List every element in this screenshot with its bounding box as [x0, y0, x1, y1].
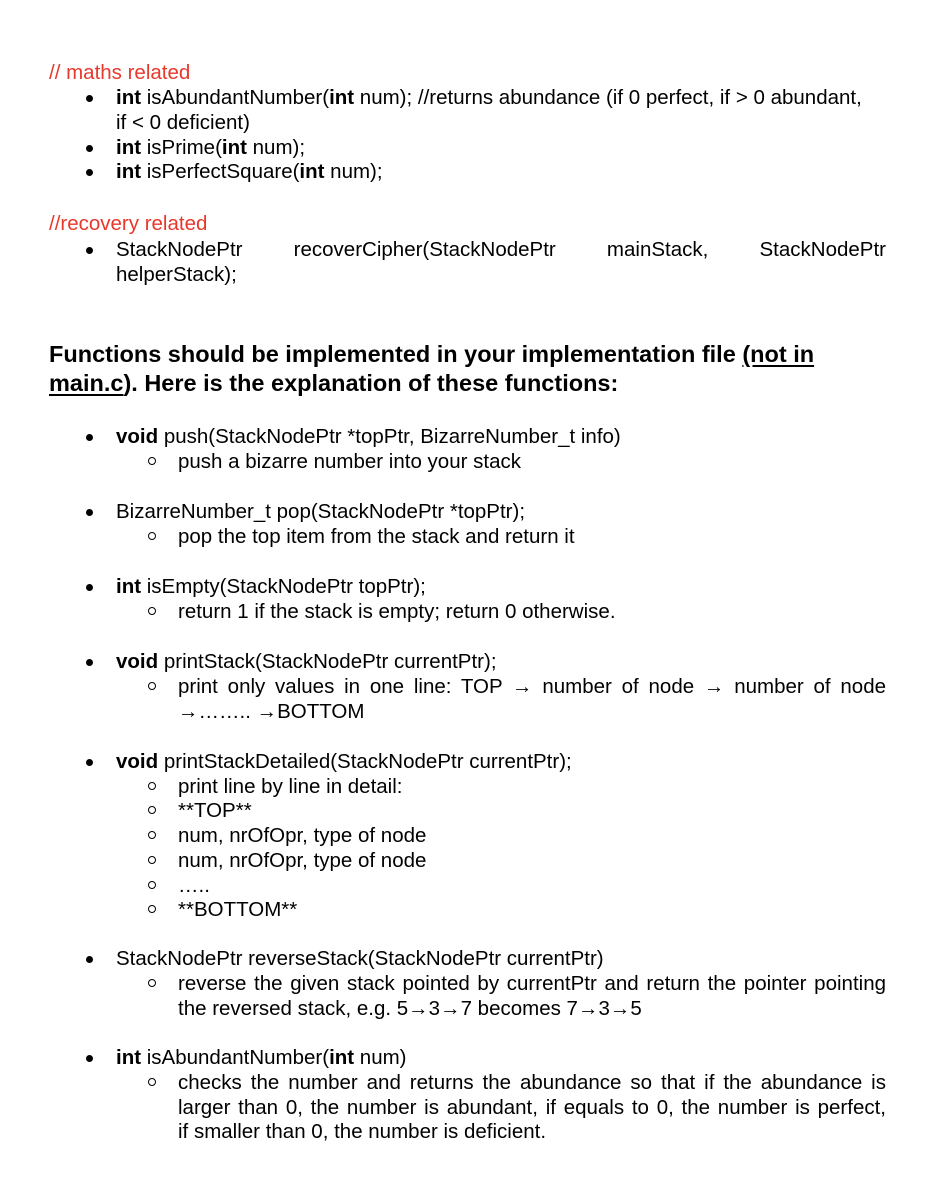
maths-comment: // maths related [49, 61, 191, 84]
printstackdetailed-sub: print line by line in detail: [178, 775, 886, 800]
printstackdetailed-sub: num, nrOfOpr, type of node [178, 849, 886, 874]
function-printstack: void printStack(StackNodePtr currentPtr); [116, 650, 886, 675]
printstackdetailed-sub: ….. [178, 874, 886, 899]
push-description: push a bizarre number into your stack [178, 450, 886, 475]
function-printstackdetailed: void printStackDetailed(StackNodePtr currentPtr); [116, 750, 886, 775]
printstackdetailed-sub: num, nrOfOpr, type of node [178, 824, 886, 849]
maths-item-isprime: int isPrime(int num); [116, 136, 886, 161]
printstackdetailed-sub: **TOP** [178, 799, 886, 824]
maths-item-isabundant: int isAbundantNumber(int num); //returns abundance (if 0 perfect, if > 0 abundant, if < 0 deficient) [116, 86, 886, 135]
function-isabundantnumber: int isAbundantNumber(int num) [116, 1046, 886, 1071]
printstackdetailed-sub: **BOTTOM** [178, 898, 886, 923]
section-heading: Functions should be implemented in your implementation file (not in main.c). Here is the explanation of these functions: [49, 341, 815, 396]
function-pop: BizarreNumber_t pop(StackNodePtr *topPtr); [116, 500, 886, 525]
function-isempty: int isEmpty(StackNodePtr topPtr); [116, 575, 886, 600]
isabundantnumber-description: checks the number and returns the abundance so that if the abundance is larger than 0, the number is abundant, if equals to 0, the number is perfect, if smaller than 0, the number is deficient. [178, 1071, 886, 1143]
function-reversestack: StackNodePtr reverseStack(StackNodePtr currentPtr) [116, 947, 886, 972]
function-push: void push(StackNodePtr *topPtr, BizarreNumber_t info) [116, 425, 886, 450]
recovery-item-recovercipher: StackNodePtr recoverCipher(StackNodePtr mainStack, StackNodePtr helperStack); [116, 238, 886, 286]
maths-item-isperfectsquare: int isPerfectSquare(int num); [116, 160, 886, 185]
isempty-description: return 1 if the stack is empty; return 0 otherwise. [178, 600, 886, 625]
pop-description: pop the top item from the stack and return it [178, 525, 886, 550]
reversestack-description: reverse the given stack pointed by currentPtr and return the pointer pointing the reversed stack, e.g. 5→3→7 becomes 7→3→5 [178, 972, 886, 1020]
printstack-description: print only values in one line: TOP → number of node → number of node →…….. →BOTTOM [178, 675, 886, 723]
recovery-comment: //recovery related [49, 212, 208, 235]
